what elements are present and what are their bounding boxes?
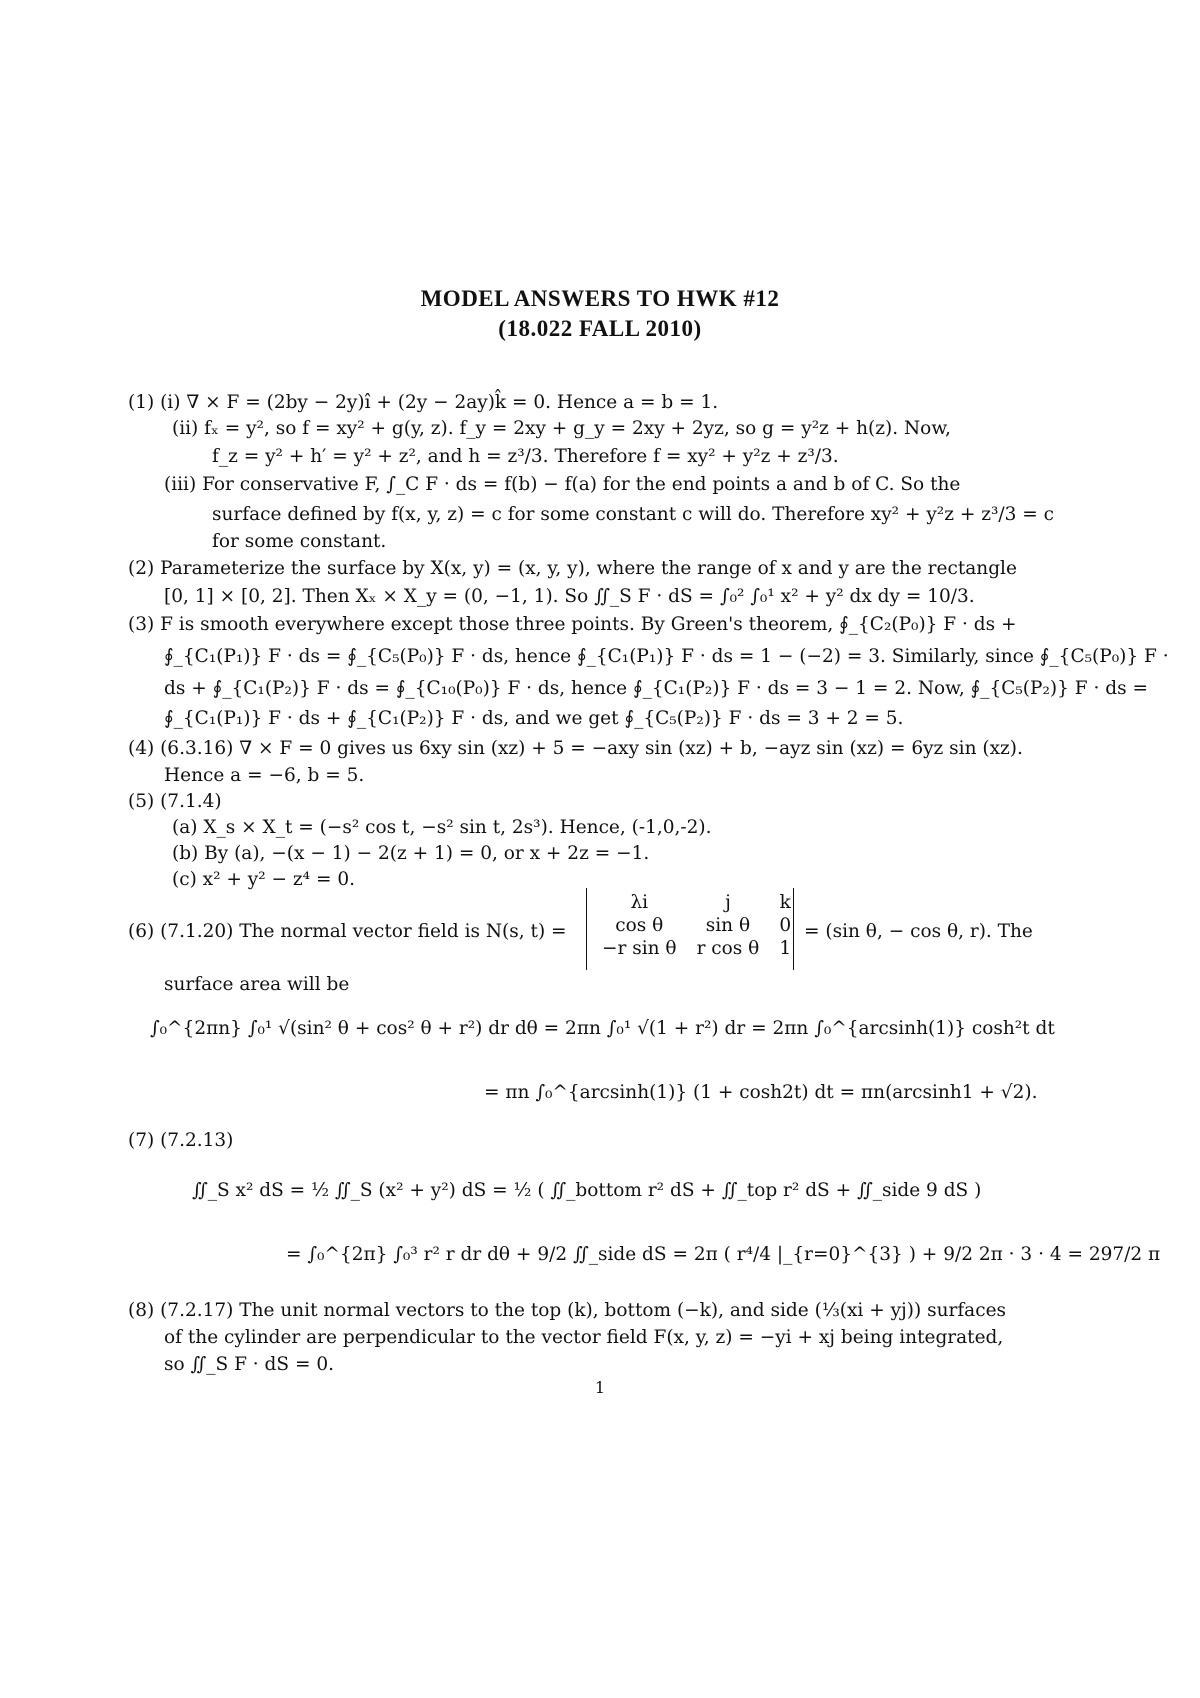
- answer-6-equation-2: = πn ∫₀^{arcsinh(1)} (1 + cosh2t) dt = πn(arcsinh1 + √2).: [484, 1082, 1038, 1103]
- answer-1-iii-cont: surface defined by f(x, y, z) = c for some constant c will do. Therefore xy² + y²z + z³/3 = c: [212, 504, 1055, 525]
- answer-3: (3) F is smooth everywhere except those three points. By Green's theorem, ∮_{C₂(P₀)} F · ds +: [128, 614, 1017, 635]
- answer-1-i: (1) (i) ∇ × F = (2by − 2y)î + (2y − 2ay)k̂ = 0. Hence a = b = 1.: [128, 392, 719, 413]
- page-title: MODEL ANSWERS TO HWK #12: [420, 286, 780, 311]
- page-subtitle: (18.022 FALL 2010): [498, 316, 702, 341]
- answer-2-cont: [0, 1] × [0, 2]. Then Xₓ × X_y = (0, −1, 1). So ∬_S F · dS = ∫₀² ∫₀¹ x² + y² dx dy = 10/3.: [164, 586, 975, 607]
- det-cell: −r sin θ: [602, 938, 677, 959]
- answer-6-equation-1: ∫₀^{2πn} ∫₀¹ √(sin² θ + cos² θ + r²) dr dθ = 2πn ∫₀¹ √(1 + r²) dr = 2πn ∫₀^{arcsinh(1)} cosh²t dt: [150, 1018, 1055, 1039]
- det-cell: cos θ: [615, 915, 664, 936]
- det-cell: sin θ: [705, 915, 751, 936]
- determinant-matrix: [592, 891, 801, 960]
- answer-6-lead: (6) (7.1.20) The normal vector field is N(s, t) =: [128, 921, 567, 942]
- answer-1-iii: (iii) For conservative F, ∫_C F · ds = f(b) − f(a) for the end points a and b of C. So the: [164, 474, 961, 495]
- det-cell: 1: [779, 938, 792, 959]
- answer-1-ii-cont: f_z = y² + h′ = y² + z², and h = z³/3. Therefore f = xy² + y²z + z³/3.: [212, 446, 839, 467]
- answer-8-cont1: of the cylinder are perpendicular to the vector field F(x, y, z) = −yi + xj being integrated,: [164, 1327, 1004, 1348]
- answer-3-cont2: ds + ∮_{C₁(P₂)} F · ds = ∮_{C₁₀(P₀)} F · ds, hence ∮_{C₁(P₂)} F · ds = 3 − 1 = 2. Now, ∮_{C₅(P₂)} F · ds =: [164, 678, 1148, 699]
- answer-4-cont: Hence a = −6, b = 5.: [164, 765, 365, 786]
- answer-5-b: (b) By (a), −(x − 1) − 2(z + 1) = 0, or x + 2z = −1.: [172, 843, 650, 864]
- answer-3-cont1: ∮_{C₁(P₁)} F · ds = ∮_{C₅(P₀)} F · ds, hence ∮_{C₁(P₁)} F · ds = 1 − (−2) = 3. Similarly, since ∮_{C₅(P₀)} F ·: [164, 646, 1169, 667]
- answer-1-ii: (ii) fₓ = y², so f = xy² + g(y, z). f_y = 2xy + g_y = 2xy + 2yz, so g = y²z + h(z). Now,: [172, 418, 951, 439]
- answer-8: (8) (7.2.17) The unit normal vectors to the top (k), bottom (−k), and side (⅓(xi + yj)) surfaces: [128, 1300, 1007, 1321]
- answer-1-iii-end: for some constant.: [212, 531, 387, 552]
- det-cell: r cos θ: [696, 938, 760, 959]
- answer-7-equation-2: = ∫₀^{2π} ∫₀³ r² r dr dθ + 9/2 ∬_side dS = 2π ( r⁴/4 |_{r=0}^{3} ) + 9/2 2π · 3 · 4 = 297/2 π: [286, 1244, 1161, 1265]
- answer-5: (5) (7.1.4): [128, 791, 222, 812]
- determinant-left-bar: [586, 888, 587, 970]
- det-cell: k: [779, 892, 791, 913]
- determinant-right-bar: [793, 888, 794, 970]
- det-cell: j: [725, 892, 731, 913]
- page-number: 1: [594, 1378, 606, 1397]
- answer-7-lead: (7) (7.2.13): [128, 1130, 234, 1151]
- answer-5-c: (c) x² + y² − z⁴ = 0.: [172, 869, 355, 890]
- answer-6-tail: = (sin θ, − cos θ, r). The: [804, 921, 1033, 942]
- answer-7-equation-1: ∬_S x² dS = ½ ∬_S (x² + y²) dS = ½ ( ∬_bottom r² dS + ∬_top r² dS + ∬_side 9 dS ): [192, 1180, 982, 1201]
- answer-6-line2: surface area will be: [164, 974, 350, 995]
- det-cell: λi: [630, 892, 649, 913]
- answer-4: (4) (6.3.16) ∇ × F = 0 gives us 6xy sin (xz) + 5 = −axy sin (xz) + b, −ayz sin (xz) = 6yz sin (xz).: [128, 738, 1023, 759]
- answer-3-cont3: ∮_{C₁(P₁)} F · ds + ∮_{C₁(P₂)} F · ds, and we get ∮_{C₅(P₂)} F · ds = 3 + 2 = 5.: [164, 708, 904, 729]
- answer-5-a: (a) X_s × X_t = (−s² cos t, −s² sin t, 2s³). Hence, (-1,0,-2).: [172, 817, 712, 838]
- answer-8-cont2: so ∬_S F · dS = 0.: [164, 1354, 334, 1375]
- det-cell: 0: [779, 915, 792, 936]
- answer-2: (2) Parameterize the surface by X(x, y) = (x, y, y), where the range of x and y are the rectangle: [128, 558, 1017, 579]
